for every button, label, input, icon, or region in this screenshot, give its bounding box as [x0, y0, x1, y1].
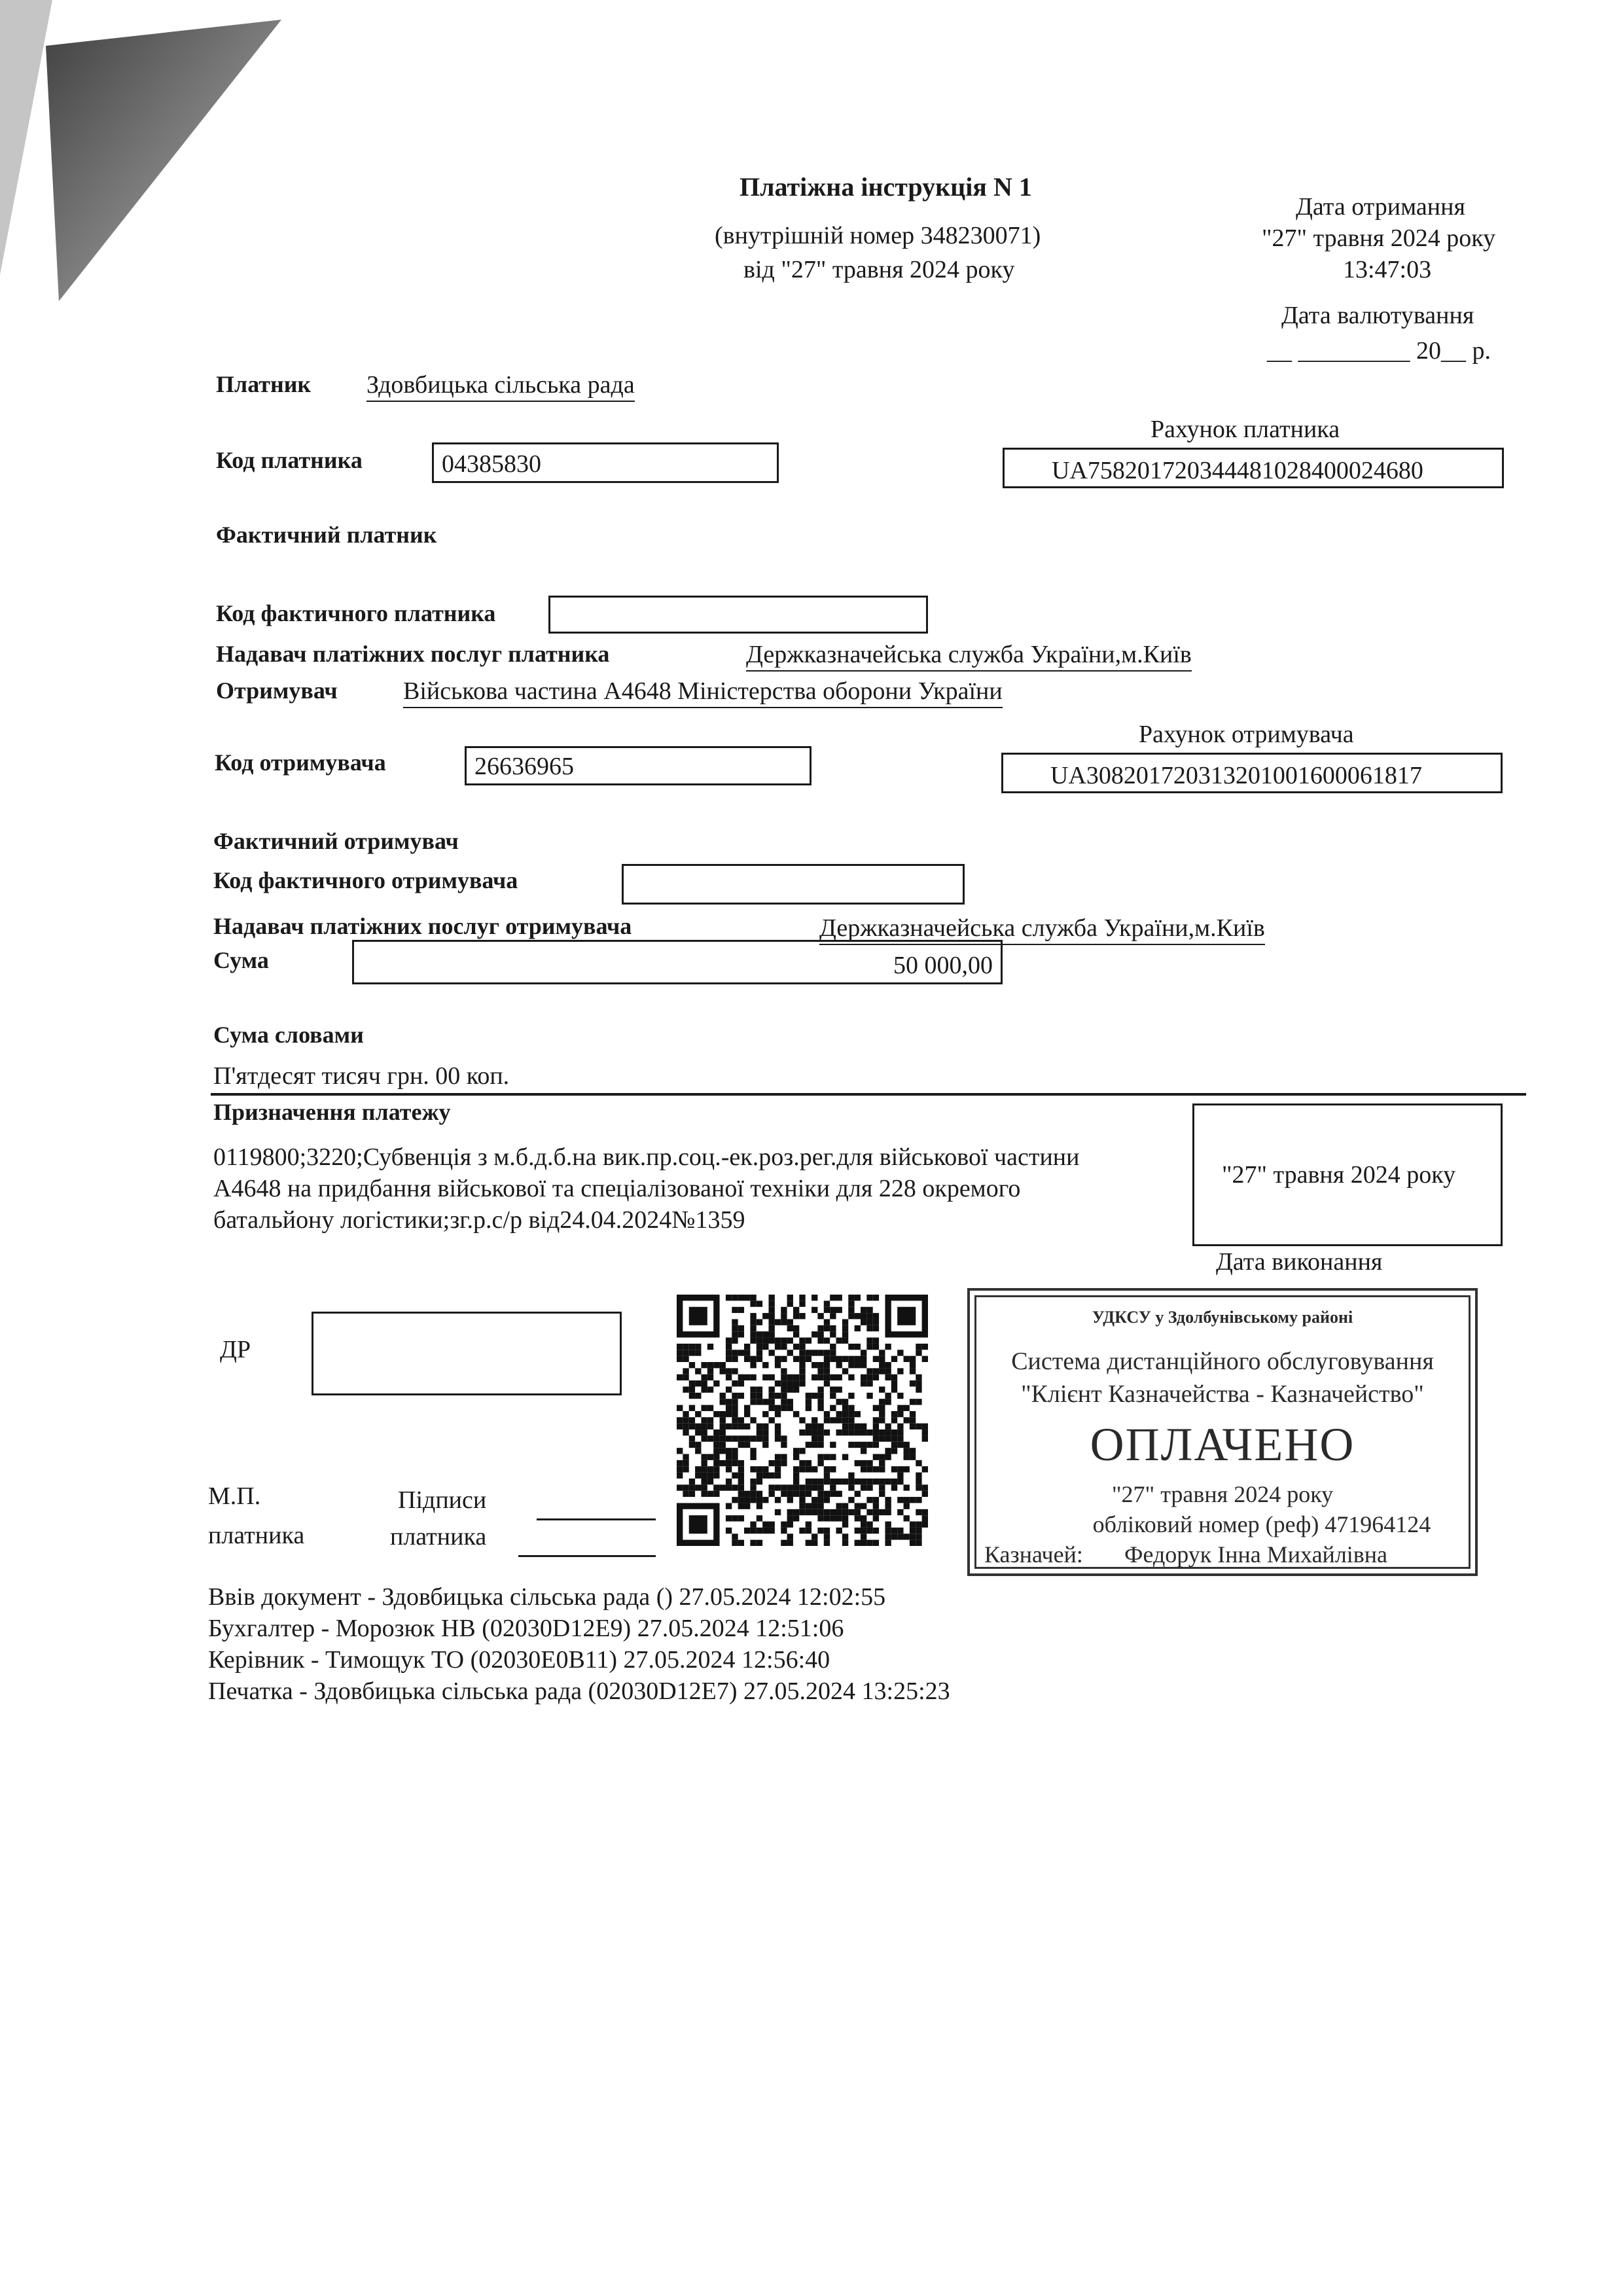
- payer-account-label: Рахунок платника: [1150, 416, 1340, 443]
- mp-line-2: платника: [208, 1522, 305, 1549]
- payer-name: Здовбицька сільська рада: [366, 370, 635, 402]
- payer-label: Платник: [216, 371, 312, 397]
- purpose-line-3: батальйону логістики;зг.р.с/р від24.04.2024№1359: [213, 1206, 745, 1234]
- recipient-code: 26636965: [474, 753, 574, 780]
- payer-code-field: [432, 442, 779, 483]
- received-label: Дата отримання: [1296, 193, 1465, 221]
- execution-date-label: Дата виконання: [1216, 1248, 1383, 1276]
- recipient-label: Отримувач: [216, 677, 338, 704]
- stamp-treasurer-label: Казначей:: [984, 1541, 1083, 1568]
- amount-label: Сума: [213, 947, 269, 973]
- signature-line-2: [518, 1555, 656, 1557]
- folded-corner: [0, 0, 301, 367]
- internal-number: (внутрішній номер 348230071): [715, 222, 1041, 249]
- received-time: 13:47:03: [1343, 256, 1432, 283]
- recipient-provider-label: Надавач платіжних послуг отримувача: [213, 913, 632, 939]
- recipient-account: UA308201720313201001600061817: [1050, 762, 1422, 789]
- actual-payer-code-field: [548, 596, 928, 634]
- value-date-value: __ _________ 20__ р.: [1267, 337, 1491, 365]
- paid-stamp: [967, 1288, 1478, 1576]
- payer-code-label: Код платника: [216, 447, 363, 473]
- execution-date: "27" травня 2024 року: [1222, 1161, 1456, 1189]
- recipient-account-label: Рахунок отримувача: [1139, 721, 1354, 748]
- stamp-system: Система дистанційного обслуговування: [1011, 1348, 1434, 1375]
- stamp-status: ОПЛАЧЕНО: [1090, 1418, 1355, 1471]
- section-divider: [211, 1093, 1526, 1096]
- stamp-treasurer: Федорук Інна Михайлівна: [1124, 1541, 1388, 1568]
- document-title: Платіжна інструкція N 1: [740, 172, 1032, 202]
- log-entry-input: Ввів документ - Здовбицька сільська рада () 27.05.2024 12:02:55: [208, 1583, 886, 1611]
- signature-line-1: [537, 1518, 656, 1520]
- value-date-label: Дата валютування: [1281, 302, 1474, 329]
- mp-line-1: М.П.: [208, 1482, 261, 1510]
- purpose-line-2: А4648 на придбання військової та спеціалізованої техніки для 228 окремого: [213, 1175, 1021, 1202]
- log-entry-seal: Печатка - Здовбицька сільська рада (02030D12E7) 27.05.2024 13:25:23: [208, 1677, 950, 1705]
- dr-label: ДР: [220, 1336, 251, 1363]
- actual-recipient-code-field: [622, 864, 965, 905]
- payer-provider: Держказначейська служба України,м.Київ: [746, 640, 1192, 672]
- amount-value: 50 000,00: [893, 952, 993, 979]
- payer-account-field: [1003, 448, 1504, 488]
- actual-recipient-label: Фактичний отримувач: [213, 828, 459, 854]
- amount-words-label: Сума словами: [213, 1022, 364, 1048]
- sign-line-1: Підписи: [398, 1486, 487, 1514]
- actual-recipient-code-label: Код фактичного отримувача: [213, 867, 518, 893]
- payer-provider-label: Надавач платіжних послуг платника: [216, 641, 610, 667]
- actual-payer-code-label: Код фактичного платника: [216, 600, 496, 626]
- stamp-org: УДКСУ у Здолбунівському районі: [1092, 1308, 1353, 1327]
- recipient-name: Військова частина А4648 Міністерства оборони України: [403, 677, 1003, 708]
- actual-payer-label: Фактичний платник: [216, 522, 437, 548]
- amount-field: [352, 940, 1003, 984]
- recipient-account-field: [1001, 753, 1503, 793]
- stamp-ref: обліковий номер (реф) 471964124: [1092, 1511, 1431, 1537]
- log-entry-accountant: Бухгалтер - Морозюк НВ (02030D12E9) 27.05.2024 12:51:06: [208, 1615, 844, 1642]
- stamp-system-name: "Клієнт Казначейства - Казначейство": [1021, 1380, 1424, 1408]
- purpose-label: Призначення платежу: [213, 1099, 451, 1125]
- received-date: "27" травня 2024 року: [1262, 224, 1496, 252]
- amount-words: П'ятдесят тисяч грн. 00 коп.: [213, 1062, 510, 1090]
- payer-account: UA758201720344481028400024680: [1052, 457, 1423, 484]
- log-entry-manager: Керівник - Тимощук ТО (02030E0B11) 27.05.2024 12:56:40: [208, 1646, 830, 1674]
- document-date: від "27" травня 2024 року: [743, 256, 1015, 283]
- execution-date-box: [1192, 1103, 1503, 1246]
- dr-field: [312, 1312, 622, 1395]
- qr-code: [677, 1295, 928, 1546]
- recipient-code-field: [465, 746, 812, 785]
- purpose-line-1: 0119800;3220;Субвенція з м.б.д.б.на вик.пр.соц.-ек.роз.рег.для військової частини: [213, 1143, 1080, 1171]
- payer-code: 04385830: [442, 450, 541, 478]
- recipient-provider: Держказначейська служба України,м.Київ: [819, 914, 1265, 945]
- recipient-code-label: Код отримувача: [215, 749, 386, 776]
- sign-line-2: платника: [390, 1523, 487, 1551]
- stamp-date: "27" травня 2024 року: [1111, 1481, 1334, 1507]
